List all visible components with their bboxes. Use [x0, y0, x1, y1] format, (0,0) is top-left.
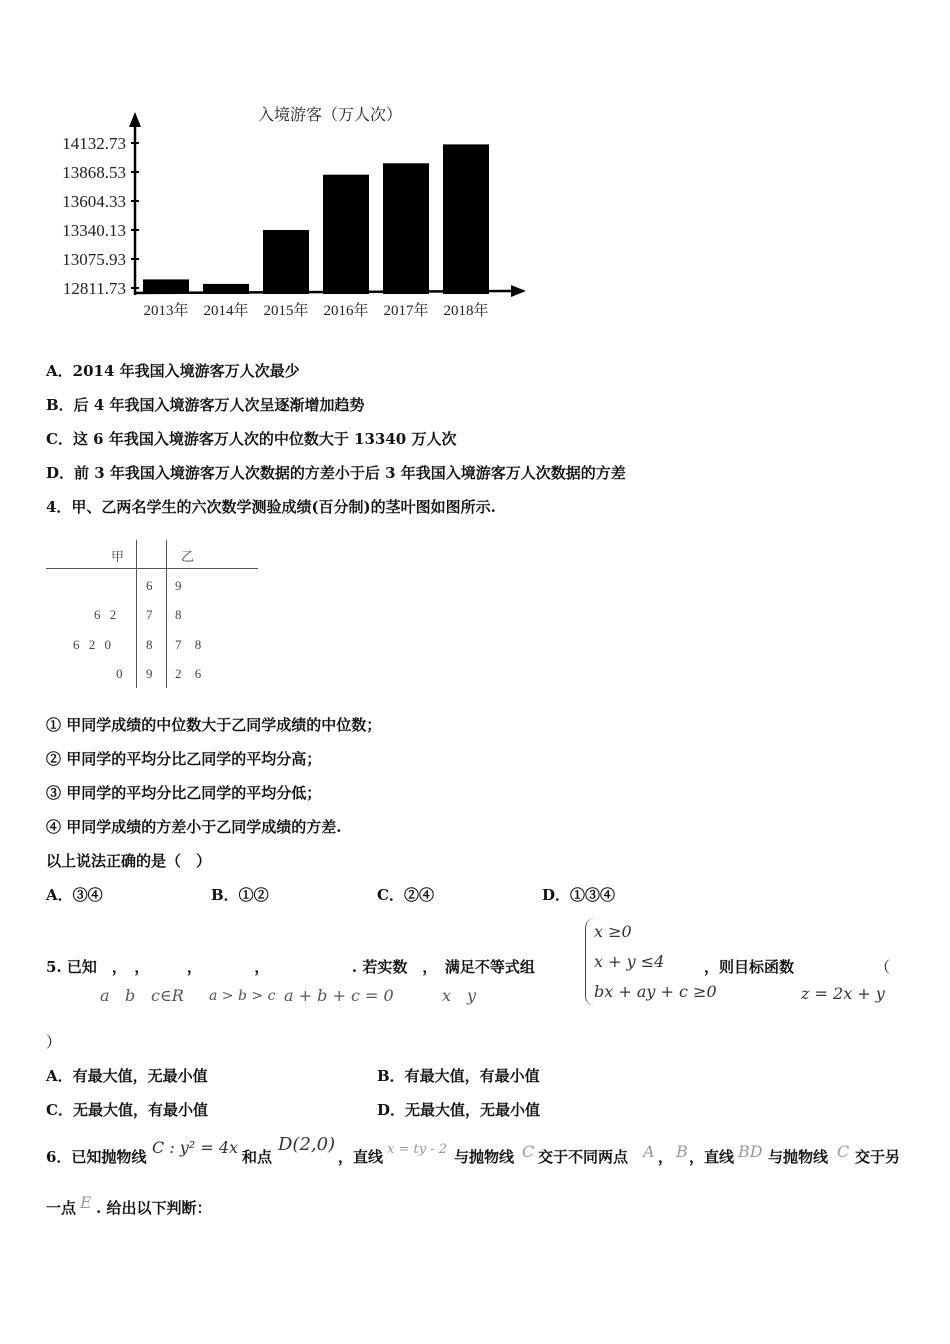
- stem-leaf-plot: [46, 540, 261, 690]
- stemleaf-row3-right: 7 8: [175, 637, 202, 652]
- q5-math-sum: a + b + c = 0: [284, 986, 394, 1005]
- q3-option-d: D．前 3 年我国入境游客万人次数据的方差小于后 3 年我国入境游客万人次数据的方差: [46, 464, 626, 482]
- q6-point-d: D(2,0): [278, 1134, 336, 1155]
- q6-point-a: A: [643, 1142, 655, 1161]
- q5-target-function: z = 2x + y: [801, 984, 885, 1003]
- q4-statement-2: ② 甲同学的平均分比乙同学的平均分高；: [46, 750, 322, 768]
- q6-point-e: E: [80, 1193, 92, 1212]
- q6-text-5: 交于不同两点: [538, 1148, 629, 1166]
- stemleaf-hline: [46, 568, 258, 569]
- q6-curve-c-1: C: [522, 1142, 535, 1161]
- stemleaf-vline-left: [136, 540, 137, 688]
- y-axis-arrow: [129, 112, 141, 127]
- q5-math-y: y: [467, 986, 477, 1005]
- q6-line-bd: BD: [738, 1142, 763, 1161]
- inbound-tourists-bar-chart: [40, 95, 540, 330]
- x-axis-arrow: [511, 285, 526, 297]
- q6-text-7: ，直线: [689, 1148, 735, 1166]
- bar-2017年: [383, 163, 429, 294]
- bars-group: [143, 144, 489, 294]
- y-tick-label: 12811.73: [62, 279, 126, 298]
- stemleaf-header-right: 乙: [181, 549, 195, 564]
- q6-parabola: C : y² = 4x: [152, 1138, 239, 1157]
- q4-option-d: D．①③④: [542, 886, 616, 904]
- q5-close-paren: ）: [46, 1033, 62, 1051]
- q4-question: 以上说法正确的是（ ）: [46, 852, 212, 870]
- q4-statement-1: ① 甲同学成绩的中位数大于乙同学成绩的中位数；: [46, 716, 382, 734]
- q6-text-2: 和点: [242, 1148, 273, 1166]
- x-tick-label: 2018年: [443, 303, 489, 319]
- chart-svg: [40, 95, 540, 330]
- q6-text-1: 6．已知抛物线: [46, 1148, 147, 1166]
- q5-math-c-in-r: c∈R: [151, 986, 184, 1005]
- stemleaf-vline-right: [166, 540, 167, 688]
- q4-statement-4: ④ 甲同学成绩的方差小于乙同学成绩的方差.: [46, 818, 342, 836]
- q5-option-d: D．无最大值，无最小值: [377, 1101, 541, 1119]
- q5-system-line-3: bx + ay + c ≥0: [594, 982, 717, 1001]
- q4-option-a: A．③④: [46, 886, 103, 904]
- y-tick-label: 13075.93: [62, 250, 126, 269]
- q4-option-b: B．①②: [211, 886, 269, 904]
- bar-2018年: [443, 144, 489, 294]
- q5-math-order: a > b > c: [209, 988, 276, 1004]
- stemleaf-row4-right: 2 6: [175, 666, 202, 681]
- q5-math-b: b: [125, 986, 136, 1005]
- stemleaf-row4-left: 0: [116, 666, 123, 681]
- q5-open-paren: （: [875, 958, 891, 976]
- stemleaf-row1-right: 9: [175, 578, 182, 593]
- q6-line2-b: . 给出以下判断：: [96, 1199, 212, 1217]
- q6-point-b: B: [676, 1142, 688, 1161]
- q3-option-b: B．后 4 年我国入境游客万人次呈逐渐增加趋势: [46, 396, 365, 414]
- q6-text-6: ，: [658, 1148, 674, 1166]
- q5-then-text: ，则目标函数: [704, 958, 795, 976]
- q6-line-equation: x = ty - 2: [387, 1142, 447, 1157]
- x-tick-label: 2014年: [203, 303, 249, 319]
- y-ticks-group: [62, 134, 139, 298]
- stemleaf-row2-right: 8: [175, 607, 182, 622]
- y-tick-label: 13340.13: [62, 221, 126, 240]
- q5-math-x: x: [442, 986, 452, 1005]
- x-tick-label: 2013年: [143, 303, 189, 319]
- stemleaf-row1-stem: 6: [146, 578, 153, 593]
- q6-curve-c-2: C: [837, 1142, 850, 1161]
- q5-math-a: a: [100, 986, 110, 1005]
- q6-text-9: 交于另: [855, 1148, 901, 1166]
- q5-option-c: C．无最大值，有最小值: [46, 1101, 208, 1119]
- y-tick-label: 13604.33: [62, 192, 126, 211]
- stemleaf-header-left: 甲: [111, 549, 125, 564]
- stemleaf-row3-stem: 8: [146, 637, 153, 652]
- stemleaf-row3-left: 6 2 0: [73, 637, 111, 652]
- x-ticks-group: [143, 301, 488, 319]
- q6-text-8: 与抛物线: [768, 1148, 829, 1166]
- q5-system-line-1: x ≥0: [594, 922, 632, 941]
- q5-option-a: A．有最大值，无最小值: [46, 1067, 208, 1085]
- q4-option-c: C．②④: [377, 886, 434, 904]
- y-tick-label: 14132.73: [62, 134, 126, 153]
- q5-system-line-2: x + y ≤4: [594, 952, 665, 971]
- stemleaf-row2-left: 6 2: [94, 607, 117, 622]
- q6-text-3: ，直线: [338, 1148, 384, 1166]
- q5-stem-text: 5. 已知 ， ， ， ， . 若实数 ， 满足不等式组: [46, 958, 535, 976]
- stemleaf-row2-stem: 7: [146, 607, 153, 622]
- stemleaf-row4-stem: 9: [146, 666, 153, 681]
- x-tick-label: 2016年: [323, 303, 369, 319]
- x-tick-label: 2017年: [383, 303, 429, 319]
- q5-option-b: B．有最大值，有最小值: [377, 1067, 540, 1085]
- chart-title: 入境游客（万人次）: [257, 107, 403, 124]
- q4-statement-3: ③ 甲同学的平均分比乙同学的平均分低；: [46, 784, 322, 802]
- bar-2015年: [263, 230, 309, 294]
- q6-line2-a: 一点: [46, 1199, 77, 1217]
- q6-text-4: 与抛物线: [454, 1148, 515, 1166]
- x-tick-label: 2015年: [263, 303, 309, 319]
- q3-option-c: C．这 6 年我国入境游客万人次的中位数大于 13340 万人次: [46, 430, 457, 448]
- q4-stem: 4．甲、乙两名学生的六次数学测验成绩(百分制)的茎叶图如图所示.: [46, 498, 496, 516]
- q3-option-a: A．2014 年我国入境游客万人次最少: [46, 362, 300, 380]
- y-tick-label: 13868.53: [62, 163, 126, 182]
- bar-2016年: [323, 175, 369, 294]
